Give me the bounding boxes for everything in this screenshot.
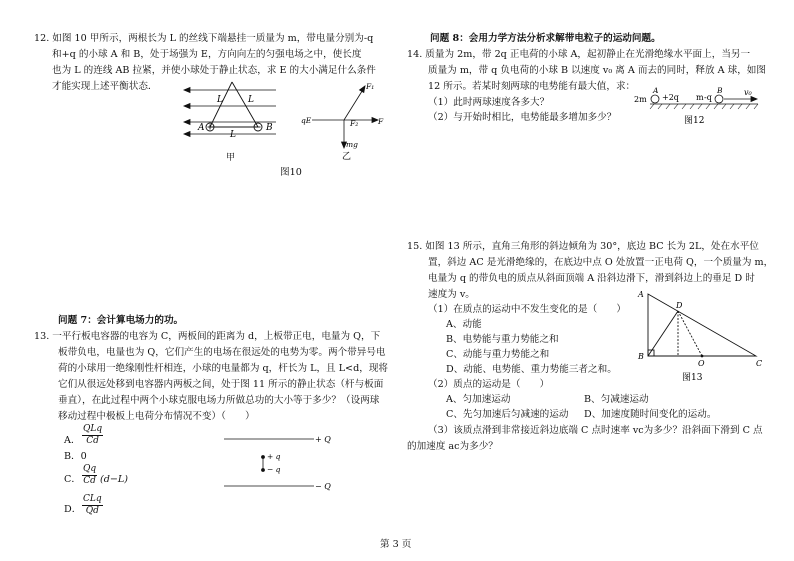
q13-line-4: 它们从很远处移到电容器内两板之间，处于图 11 所示的静止状态（杆与板面 xyxy=(58,379,384,390)
q13-option-a-fraction xyxy=(82,424,103,447)
fig12-label-A: A xyxy=(653,86,659,95)
fig10-jia-caption: 甲 xyxy=(226,153,236,163)
q12-line-4: 才能实现上述平衡状态． xyxy=(52,81,158,92)
fig10-label-L-bottom: L xyxy=(230,130,236,140)
fig11-minus-Q: − Q xyxy=(315,482,331,491)
q14-sub-1: （1）此时两球速度各多大？ xyxy=(428,97,550,108)
q15-sub-1: （1）在质点的运动中不发生变化的是（ ） xyxy=(428,304,626,315)
fig12-caption: 图12 xyxy=(684,116,705,126)
fig12-mass-A: 2m xyxy=(634,95,647,104)
figure-10-yi xyxy=(298,80,388,162)
fig13-caption: 图13 xyxy=(682,373,703,383)
q14-line-1: 14. 质量为 2m，带 2q 正电荷的小球 A，起初静止在光滑绝缘水平面上，当另一 xyxy=(407,49,751,60)
fig13-label-D: D xyxy=(676,301,683,310)
fig12-label-B: B xyxy=(717,86,723,95)
q15-line-3: 电量为 q 的带负电的质点从斜面顶端 A 沿斜边滑下，滑到斜边上的垂足 D 时 xyxy=(428,273,755,284)
fig13-label-O: O xyxy=(698,359,705,368)
fig10-label-F: F xyxy=(378,117,384,126)
fig10-yi-caption: 乙 xyxy=(342,152,352,162)
fig12-mass-B: m xyxy=(696,93,704,102)
q13-option-c-num: Qq xyxy=(83,464,97,474)
q14-sub-2: （2）与开始时相比，电势能最多增加多少？ xyxy=(428,112,617,123)
fig10-label-F1: F₁ xyxy=(366,82,375,91)
q15-sub-2: （2）质点的运动是（ ） xyxy=(428,379,550,390)
q15-sub-1-option-d: D、动能、电势能、重力势能三者之和。 xyxy=(446,364,617,375)
q13-option-a-label: A． xyxy=(64,435,81,446)
q12-line-2: 和+q 的小球 A 和 B，处于场强为 E，方向向左的匀强电场之中，使长度 xyxy=(52,49,362,60)
q15-sub-1-option-b: B、电势能与重力势能之和 xyxy=(446,334,559,345)
fig10-label-A: A xyxy=(198,123,205,133)
fig10-label-L-left: L xyxy=(217,95,223,105)
fig13-label-C: C xyxy=(756,359,763,368)
fig12-v0: v₀ xyxy=(744,88,752,97)
q15-sub-2-option-a: A、匀加速运动 xyxy=(446,394,511,405)
q13-option-d-num: CLq xyxy=(83,494,102,504)
q13-option-d-label: D． xyxy=(64,504,82,515)
q13-option-d-den: Qd xyxy=(85,505,99,516)
q15-sub-3-line-1: （3）该质点滑到非常接近斜边底端 C 点时速率 vc为多少？沿斜面下滑到 C 点 xyxy=(428,425,763,436)
page-number: 第 3 页 xyxy=(380,539,412,550)
q13-option-c-fraction xyxy=(82,464,97,487)
q13-line-6: 移动过程中极板上电荷分布情况不变）（ ） xyxy=(58,411,255,422)
fig11-minus-q: − q xyxy=(267,465,281,474)
fig10-label-mg: mg xyxy=(346,140,358,149)
q13-option-c-den: Cd xyxy=(83,475,96,486)
q12-line-1: 12. 如图 10 甲所示，两根长为 L 的丝线下端悬挂一质量为 m，带电量分别为-q xyxy=(34,33,374,44)
q14-line-3: 12 所示。若某时刻两球的电势能有最大值，求： xyxy=(428,81,636,92)
q15-sub-2-option-c: C、先匀加速后匀减速的运动 xyxy=(446,409,569,420)
q15-line-1: 15. 如图 13 所示，直角三角形的斜边倾角为 30°，底边 BC 长为 2L，处在水平位 xyxy=(407,241,759,252)
q13-line-5: 垂直），在此过程中两个小球克服电场力所做总功的大小等于多少？（设两球 xyxy=(58,395,380,406)
fig12-charge-A: +2q xyxy=(662,93,679,102)
q15-sub-1-option-c: C、动能与重力势能之和 xyxy=(446,349,550,360)
q13-line-1: 13. 一平行板电容器的电容为 C，两板间的距离为 d，上板带正电，电量为 Q，下 xyxy=(34,331,381,342)
fig12-charge-B: -q xyxy=(704,93,712,102)
figure-13 xyxy=(632,286,782,384)
q13-option-a-num: QLq xyxy=(83,424,103,434)
q12-line-3: 也为 L 的连线 AB 拉紧，并使小球处于静止状态，求 E 的大小满足什么条件 xyxy=(52,65,376,76)
fig13-label-B: B xyxy=(638,352,644,361)
q13-line-3: 荷的小球用一绝缘刚性杆相连，小球的电量都为 q，杆长为 L，且 L<d，现将 xyxy=(58,363,389,374)
figure-12 xyxy=(632,82,762,128)
q13-option-c-label: C． xyxy=(64,474,81,485)
q15-line-4: 速度为 v。 xyxy=(428,289,475,300)
q13-line-2: 板带负电，电量也为 Q，它们产生的电场在很远处的电势为零。两个带异号电 xyxy=(58,347,386,358)
fig10-label-F2: F₂ xyxy=(350,119,359,128)
fig10-caption: 图10 xyxy=(280,167,302,178)
fig10-label-qE: qE xyxy=(301,116,312,125)
q14-line-2: 质量为 m，带 q 负电荷的小球 B 以速度 v₀ 离 A 而去的同时，释放 A 球，如图 xyxy=(428,65,766,76)
q15-sub-2-option-b: B、匀减速运动 xyxy=(584,394,649,405)
q15-sub-3-line-2: 的加速度 ac为多少？ xyxy=(407,441,498,452)
figure-10-jia xyxy=(180,80,280,165)
q15-sub-1-option-a: A、动能 xyxy=(446,319,482,330)
fig11-plus-Q: + Q xyxy=(315,435,331,444)
fig10-label-L-right: L xyxy=(248,95,254,105)
q13-option-c-tail: (d−L) xyxy=(100,474,129,485)
q15-sub-2-option-d: D、加速度随时间变化的运动。 xyxy=(584,409,717,420)
fig13-label-A: A xyxy=(638,290,644,299)
fig11-plus-q: + q xyxy=(267,452,281,461)
q13-option-a-den: Cd xyxy=(86,435,99,446)
q13-option-d-fraction xyxy=(82,494,103,517)
fig10-label-B: B xyxy=(266,123,273,133)
problem-8-heading: 问题 8：会用力学方法分析求解带电粒子的运动问题。 xyxy=(430,33,661,44)
problem-7-heading: 问题 7：会计算电场力的功。 xyxy=(58,315,184,326)
q13-option-b: B．0 xyxy=(64,451,87,462)
figure-11 xyxy=(222,430,342,496)
q15-line-2: 置，斜边 AC 是光滑绝缘的，在底边中点 O 处放置一正电荷 Q，一个质量为 m， xyxy=(428,257,774,268)
